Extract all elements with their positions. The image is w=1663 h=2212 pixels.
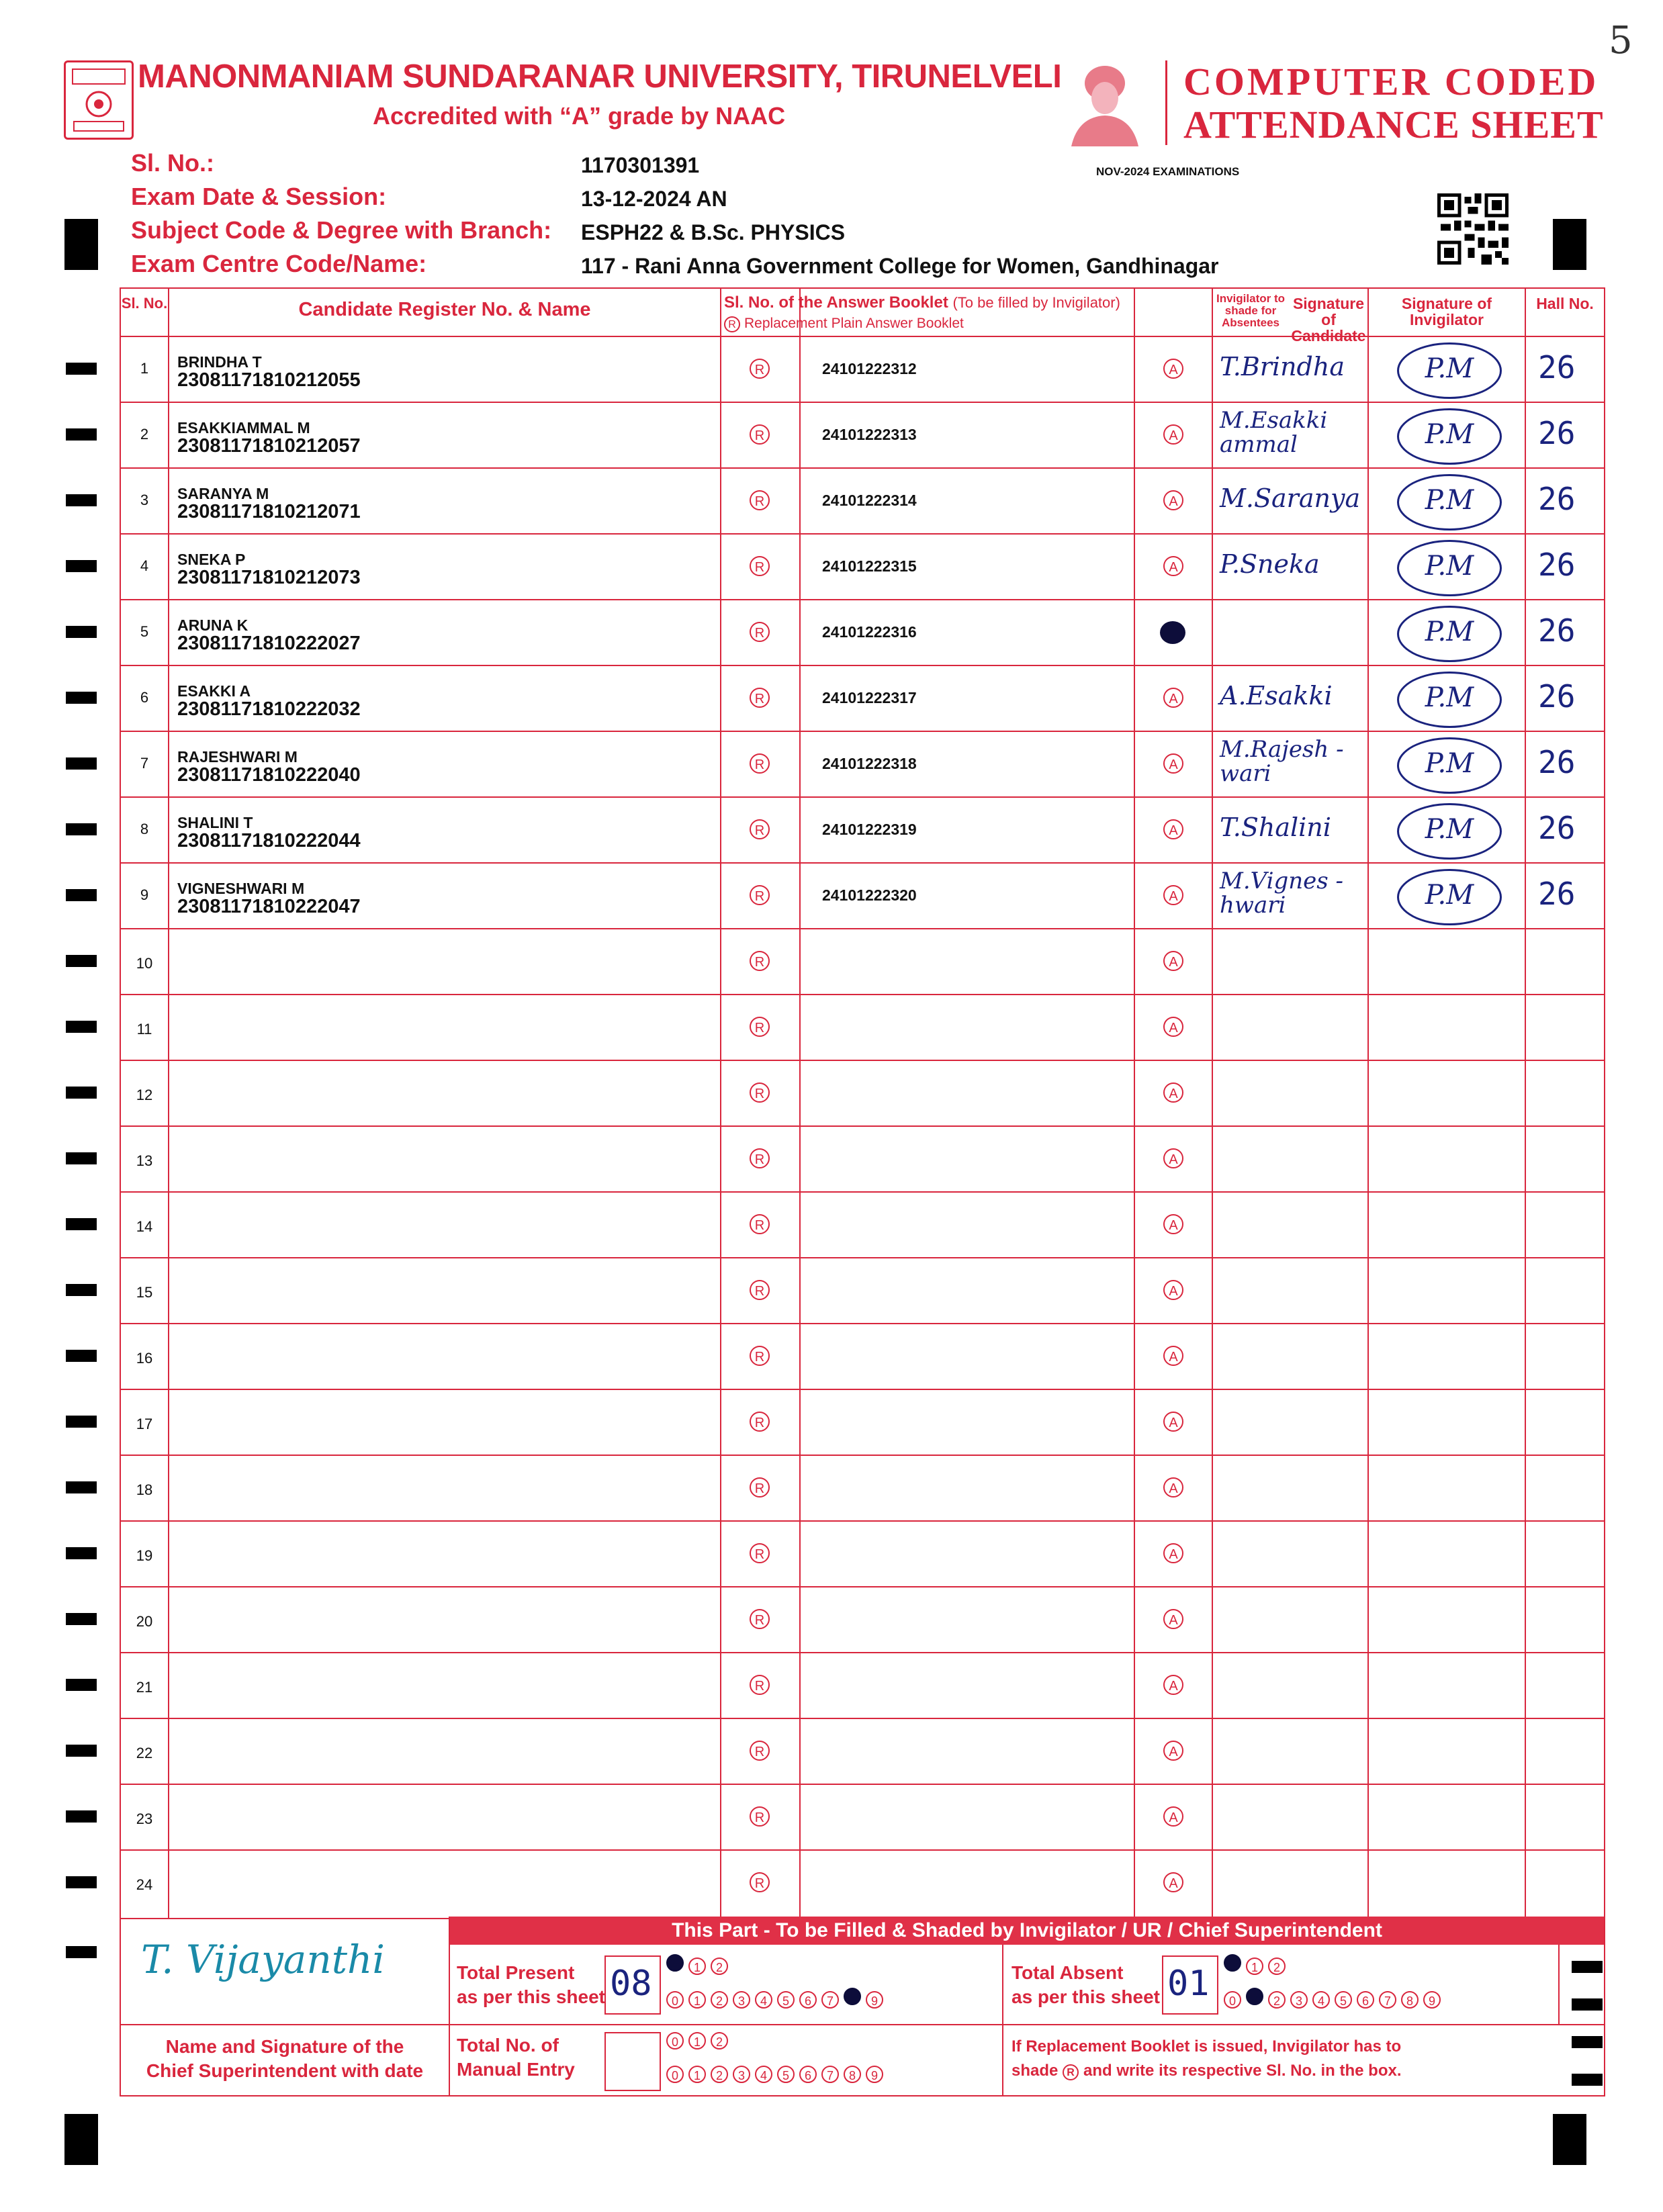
digit-bubble-8[interactable] [844,1988,861,2005]
hall-number: 26 [1538,678,1576,715]
row-divider [121,1784,1604,1785]
digit-bubble-9[interactable]: 9 [866,2066,883,2083]
table-row [121,599,1604,665]
invigilator-signature: P.M [1397,540,1502,596]
hall-number: 26 [1538,415,1576,451]
row-sl-no: 12 [136,1087,153,1103]
booklet-number[interactable]: 24101222313 [822,426,917,443]
table-row [121,862,1604,928]
row-sl-no: 1 [140,360,149,377]
candidate-name: ARUNA K [177,616,249,634]
header-sig-invigilator: Signature of Invigilator [1401,295,1492,329]
timing-mark [66,1679,97,1691]
table-row [121,1849,1604,1915]
row-divider [121,665,1604,666]
table-row [121,731,1604,796]
absent-bubble[interactable]: A [1163,1675,1183,1695]
digit-bubble-0[interactable]: 0 [666,1991,684,2009]
replacement-bubble[interactable]: R [750,1741,770,1761]
row-divider [121,1125,1604,1127]
candidate-signature: T.Shalini [1220,813,1331,842]
booklet-number[interactable]: 24101222312 [822,360,917,377]
absent-bubble[interactable]: A [1163,1543,1183,1563]
row-divider [121,1520,1604,1522]
replacement-symbol: R [1063,2064,1079,2080]
row-divider [121,1389,1604,1390]
row-divider [121,1718,1604,1719]
row-sl-no: 22 [136,1745,153,1761]
timing-mark [66,1087,97,1099]
absent-bubble-filled[interactable] [1160,621,1185,644]
timing-mark [66,1218,97,1230]
register-number: 23081171810212073 [177,567,361,588]
replacement-bubble[interactable]: R [750,490,770,510]
timing-mark [1553,219,1586,270]
digit-bubble-4[interactable]: 4 [755,2066,772,2083]
absent-bubble[interactable]: A [1163,1214,1183,1234]
digit-bubble-0[interactable]: 0 [666,2066,684,2083]
replacement-bubble[interactable]: R [750,1543,770,1563]
timing-mark [66,1152,97,1164]
hall-number: 26 [1538,612,1576,649]
digit-bubble-8[interactable]: 8 [844,2066,861,2083]
invigilator-signature: P.M [1397,672,1502,728]
sl-no-label: Sl. No.: [131,149,214,177]
absent-bubble[interactable]: A [1163,1477,1183,1497]
digit-bubble-1[interactable] [1246,1988,1263,2005]
absent-bubble[interactable]: A [1163,1872,1183,1892]
sheet-title: COMPUTER CODED ATTENDANCE SHEET [1183,60,1604,146]
table-row [121,1784,1604,1849]
candidate-signature: P.Sneka [1220,549,1320,579]
candidate-signature: M.Vignes -hwari [1220,868,1343,919]
booklet-number[interactable]: 24101222314 [822,492,917,509]
digit-bubble-6[interactable]: 6 [1357,1991,1374,2009]
register-number: 23081171810222040 [177,764,361,786]
row-divider [121,599,1604,600]
row-sl-no: 14 [136,1218,153,1235]
replacement-bubble[interactable]: R [750,951,770,971]
register-number: 23081171810222044 [177,830,361,851]
timing-mark [66,1613,97,1625]
row-sl-no: 5 [140,623,149,640]
footer-panel [120,1917,1605,2096]
subject-value: ESPH22 & B.Sc. PHYSICS [581,220,846,244]
row-divider [121,533,1604,535]
candidate-name: SNEKA P [177,551,246,568]
present-tens-bubbles[interactable] [666,1954,733,1975]
table-row [121,1586,1604,1652]
digit-bubble-2[interactable]: 2 [711,2066,728,2083]
timing-mark [66,1021,97,1033]
centre-label: Exam Centre Code/Name: [131,250,427,277]
candidate-signature: A.Esakki [1220,681,1333,710]
hall-number: 26 [1538,481,1576,517]
footer-band: This Part - To be Filled & Shaded by Invigilator / UR / Chief Superintendent [450,1917,1604,1945]
digit-bubble-1[interactable]: 1 [688,1991,706,2009]
manual-units-bubbles[interactable] [666,2066,888,2083]
absent-bubble[interactable]: A [1163,359,1183,379]
timing-mark [66,955,97,967]
hall-number: 26 [1538,744,1576,780]
invigilator-signature: P.M [1397,737,1502,794]
timing-mark [66,1745,97,1757]
row-divider [121,1060,1604,1061]
replacement-bubble[interactable]: R [750,1675,770,1695]
invigilator-signature: P.M [1397,408,1502,465]
replacement-bubble[interactable]: R [750,556,770,576]
total-present-box[interactable] [604,1955,661,2015]
candidate-name: BRINDHA T [177,353,262,371]
replacement-bubble[interactable]: R [750,1017,770,1037]
row-divider [121,928,1604,929]
booklet-number[interactable]: 24101222320 [822,886,917,904]
digit-bubble-7[interactable]: 7 [821,1991,839,2009]
exam-name: NOV-2024 EXAMINATIONS [1096,165,1240,178]
timing-mark [66,363,97,375]
absent-units-bubbles[interactable] [1224,1988,1445,2009]
row-divider [121,1586,1604,1587]
replacement-bubble[interactable]: R [750,424,770,445]
absent-bubble[interactable]: A [1163,1017,1183,1037]
table-row [121,1389,1604,1455]
row-sl-no: 15 [136,1284,153,1301]
digit-bubble-4[interactable]: 4 [1312,1991,1330,2009]
digit-bubble-2[interactable]: 2 [711,1991,728,2009]
manual-entry-box[interactable] [604,2032,661,2091]
row-divider [121,1652,1604,1653]
row-divider [121,402,1604,403]
invigilator-signature: P.M [1397,342,1502,399]
digit-bubble-3[interactable]: 3 [733,2066,750,2083]
table-row [121,1455,1604,1520]
digit-bubble-2[interactable]: 2 [711,2032,728,2049]
row-divider [121,862,1604,864]
replacement-bubble[interactable]: R [750,1806,770,1827]
header-candidate: Candidate Register No. & Name [298,299,591,320]
digit-bubble-4[interactable]: 4 [755,1991,772,2009]
table-row [121,1125,1604,1191]
replacement-bubble[interactable]: R [750,1214,770,1234]
table-row [121,796,1604,862]
absent-bubble[interactable]: A [1163,424,1183,445]
candidate-signature: M.Rajesh -wari [1220,736,1344,787]
absent-bubble[interactable]: A [1163,753,1183,774]
timing-mark [66,1876,97,1888]
row-sl-no: 8 [140,821,149,837]
digit-bubble-8[interactable]: 8 [1401,1991,1419,2009]
replacement-bubble[interactable]: R [750,753,770,774]
booklet-number[interactable]: 24101222319 [822,821,917,838]
table-row [121,1323,1604,1389]
timing-mark [66,494,97,506]
row-divider [121,1849,1604,1851]
row-sl-no: 20 [136,1613,153,1630]
timing-mark [66,428,97,441]
digit-bubble-6[interactable]: 6 [799,2066,817,2083]
absent-bubble[interactable]: A [1163,885,1183,905]
total-absent-box[interactable] [1162,1955,1218,2015]
replacement-symbol: R [724,316,740,332]
corner-page-mark: 5 [1609,19,1633,62]
header-hall: Hall No. [1536,295,1594,312]
replacement-note: If Replacement Booklet is issued, Invigilator has to shade R and write its respective Sl. No. in the box. [1012,2037,1402,2080]
digit-bubble-2[interactable]: 2 [1268,1957,1286,1975]
row-sl-no: 10 [136,955,153,972]
university-logo [64,60,134,140]
table-row [121,1060,1604,1125]
digit-bubble-7[interactable]: 7 [1379,1991,1396,2009]
hall-number: 26 [1538,547,1576,583]
row-sl-no: 3 [140,492,149,508]
invigilator-signature: P.M [1397,474,1502,531]
timing-mark [66,889,97,901]
timing-mark [66,1547,97,1559]
replacement-bubble[interactable]: R [750,1082,770,1103]
attendance-table [120,287,1605,1919]
table-row [121,402,1604,467]
table-row [121,1652,1604,1718]
present-units-bubbles[interactable] [666,1988,888,2009]
digit-bubble-9[interactable]: 9 [866,1991,883,2009]
register-number: 23081171810212057 [177,435,361,457]
sl-no-value: 1170301391 [581,153,700,177]
register-number: 23081171810222047 [177,896,361,917]
invigilator-signature: P.M [1397,606,1502,662]
replacement-bubble[interactable]: R [750,1280,770,1300]
row-sl-no: 19 [136,1547,153,1564]
booklet-number[interactable]: 24101222316 [822,623,917,641]
total-absent-value: 01 [1167,1964,1210,2004]
digit-bubble-5[interactable]: 5 [777,2066,795,2083]
candidate-name: SARANYA M [177,485,269,502]
digit-bubble-0[interactable]: 0 [666,2032,684,2049]
absent-bubble[interactable]: A [1163,1609,1183,1629]
digit-bubble-5[interactable]: 5 [1335,1991,1352,2009]
table-row [121,1257,1604,1323]
timing-mark [66,692,97,704]
digit-bubble-0[interactable] [1224,1954,1241,1972]
booklet-number[interactable]: 24101222315 [822,557,917,575]
timing-mark [66,626,97,638]
table-row [121,994,1604,1060]
hall-number: 26 [1538,349,1576,385]
register-number: 23081171810212055 [177,369,361,391]
digit-bubble-6[interactable]: 6 [799,1991,817,2009]
table-row [121,467,1604,533]
digit-bubble-5[interactable]: 5 [777,1991,795,2009]
header-divider [1165,60,1167,145]
replacement-bubble[interactable]: R [750,1412,770,1432]
replacement-bubble[interactable]: R [750,819,770,839]
row-divider [121,467,1604,469]
timing-mark [66,823,97,835]
absent-bubble[interactable]: A [1163,819,1183,839]
timing-mark [66,1810,97,1823]
digit-bubble-2[interactable]: 2 [711,1957,728,1975]
candidate-signature: M.Esakki ammal [1220,407,1328,458]
subject-label: Subject Code & Degree with Branch: [131,216,552,244]
absent-bubble[interactable]: A [1163,1280,1183,1300]
exam-date-label: Exam Date & Session: [131,183,387,210]
table-row [121,665,1604,731]
timing-mark [64,2114,98,2165]
row-sl-no: 24 [136,1876,153,1893]
header-absentee: Invigilator to shade for Absentees [1216,292,1285,329]
absent-bubble[interactable]: A [1163,490,1183,510]
absent-bubble[interactable]: A [1163,556,1183,576]
row-sl-no: 2 [140,426,149,443]
row-divider [121,1191,1604,1193]
row-sl-no: 21 [136,1679,153,1696]
header-sl-no: Sl. No. [121,295,168,312]
row-sl-no: 23 [136,1810,153,1827]
replacement-bubble[interactable]: R [750,1148,770,1168]
timing-mark [66,1350,97,1362]
absent-tens-bubbles[interactable] [1224,1954,1290,1975]
invigilator-signature: P.M [1397,869,1502,925]
row-sl-no: 9 [140,886,149,903]
candidate-name: RAJESHWARI M [177,748,298,766]
exam-date-value: 13-12-2024 AN [581,187,727,211]
chief-signature: T. Vijayanthi [141,1937,385,1982]
candidate-name: SHALINI T [177,814,253,831]
centre-value: 117 - Rani Anna Government College for Women, Gandhinagar [581,254,1219,278]
header-replacement: R Replacement Plain Answer Booklet [724,316,964,332]
accreditation-text: Accredited with “A” grade by NAAC [373,102,786,130]
absent-bubble[interactable]: A [1163,1806,1183,1827]
digit-bubble-2[interactable]: 2 [1268,1991,1286,2009]
table-row [121,1520,1604,1586]
absent-bubble[interactable]: A [1163,1082,1183,1103]
qr-code [1437,193,1509,265]
row-sl-no: 11 [136,1021,152,1038]
row-divider [121,1455,1604,1456]
absent-bubble[interactable]: A [1163,688,1183,708]
register-number: 23081171810222027 [177,633,361,654]
university-name: MANONMANIAM SUNDARANAR UNIVERSITY, TIRUNELVELI [138,58,1062,95]
booklet-number[interactable]: 24101222318 [822,755,917,772]
replacement-bubble[interactable]: R [750,1872,770,1892]
digit-bubble-3[interactable]: 3 [733,1991,750,2009]
absent-bubble[interactable]: A [1163,1741,1183,1761]
table-row [121,533,1604,599]
candidate-name: VIGNESHWARI M [177,880,305,897]
header-sig-candidate: Signature of Candidate [1291,295,1366,345]
replacement-bubble[interactable]: R [750,359,770,379]
candidate-signature: M.Saranya [1220,483,1361,513]
candidate-name: ESAKKI A [177,682,251,700]
digit-bubble-9[interactable]: 9 [1423,1991,1441,2009]
row-sl-no: 18 [136,1481,153,1498]
table-row [121,928,1604,994]
candidate-signature: T.Brindha [1220,352,1345,381]
header-booklet: Sl. No. of the Answer Booklet (To be filled by Invigilator) [724,293,1120,312]
digit-bubble-3[interactable]: 3 [1290,1991,1308,2009]
candidate-name: ESAKKIAMMAL M [177,419,310,436]
timing-mark [66,757,97,770]
timing-mark [66,1284,97,1296]
hall-number: 26 [1538,876,1576,912]
row-sl-no: 13 [136,1152,153,1169]
digit-bubble-1[interactable]: 1 [1246,1957,1263,1975]
manual-tens-bubbles[interactable] [666,2032,733,2049]
hall-number: 26 [1538,810,1576,846]
row-sl-no: 16 [136,1350,153,1367]
replacement-bubble[interactable]: R [750,1346,770,1366]
timing-mark [66,1416,97,1428]
digit-bubble-0[interactable]: 0 [1224,1991,1241,2009]
row-divider [121,731,1604,732]
timing-mark [66,1481,97,1493]
replacement-bubble[interactable]: R [750,1477,770,1497]
total-absent-label: Total Absent as per this sheet [1012,1962,1160,2007]
timing-mark [1553,2114,1586,2165]
replacement-bubble[interactable]: R [750,622,770,642]
chief-label: Name and Signature of the Chief Superintendent with date [146,2036,424,2081]
row-divider [121,1257,1604,1258]
digit-bubble-0[interactable] [666,1954,684,1972]
replacement-bubble[interactable]: R [750,1609,770,1629]
digit-bubble-1[interactable]: 1 [688,1957,706,1975]
row-sl-no: 4 [140,557,149,574]
table-row [121,336,1604,402]
table-row [121,1718,1604,1784]
row-divider [121,796,1604,798]
founder-portrait [1065,56,1145,146]
invigilator-signature: P.M [1397,803,1502,860]
absent-bubble[interactable]: A [1163,1346,1183,1366]
row-divider [121,994,1604,995]
table-row [121,1191,1604,1257]
digit-bubble-1[interactable]: 1 [688,2066,706,2083]
replacement-bubble[interactable]: R [750,688,770,708]
digit-bubble-7[interactable]: 7 [821,2066,839,2083]
absent-bubble[interactable]: A [1163,951,1183,971]
manual-entry-label: Total No. of Manual Entry [457,2035,575,2080]
timing-mark [64,219,98,270]
booklet-number[interactable]: 24101222317 [822,689,917,706]
row-sl-no: 6 [140,689,149,706]
absent-bubble[interactable]: A [1163,1148,1183,1168]
digit-bubble-1[interactable]: 1 [688,2032,706,2049]
register-number: 23081171810212071 [177,501,361,522]
register-number: 23081171810222032 [177,698,361,720]
row-sl-no: 7 [140,755,149,772]
timing-mark [66,1946,97,1958]
row-sl-no: 17 [136,1416,153,1432]
total-present-value: 08 [610,1964,652,2004]
total-present-label: Total Present as per this sheet [457,1962,605,2007]
absent-bubble[interactable]: A [1163,1412,1183,1432]
timing-mark [66,560,97,572]
row-divider [121,1323,1604,1324]
replacement-bubble[interactable]: R [750,885,770,905]
